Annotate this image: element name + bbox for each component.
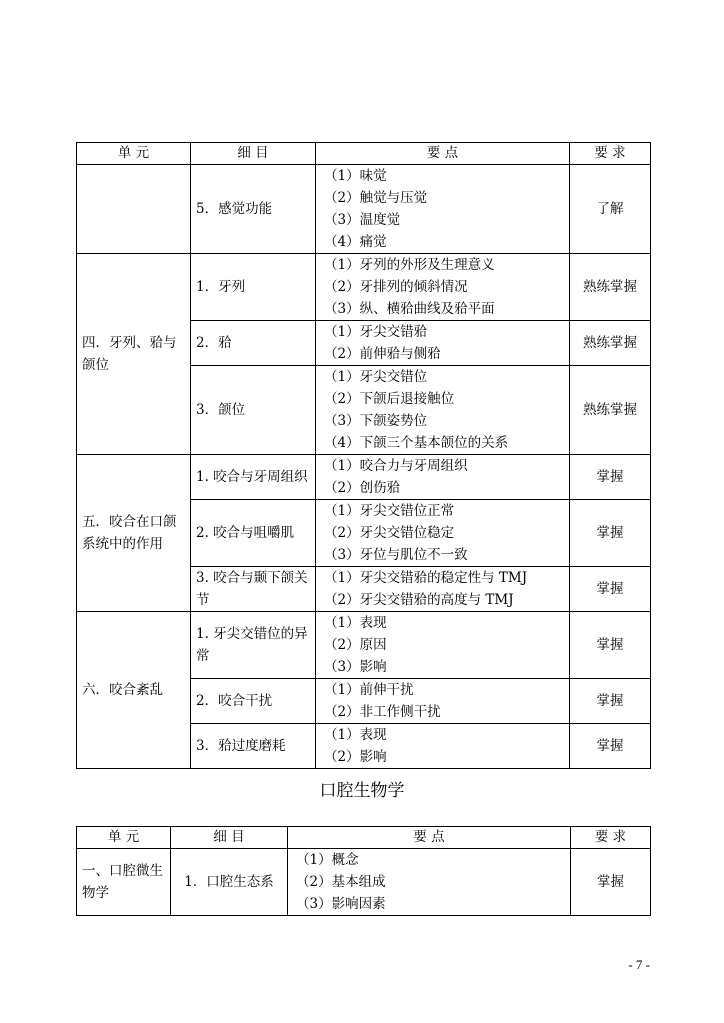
syllabus-table-1	[76, 142, 651, 769]
points-cell	[316, 254, 570, 321]
points-cell	[316, 366, 570, 455]
item-cell: 2．咬合干扰	[191, 679, 316, 724]
point-text: （2）牙排列的倾斜情况	[324, 279, 468, 295]
point-text: （1）牙尖交错𬌗的稳定性与 TMJ	[324, 570, 528, 586]
requirement-cell: 掌握	[571, 849, 651, 916]
syllabus-table-2	[76, 826, 651, 916]
point-text: （4）下颌三个基本颌位的关系	[324, 435, 509, 451]
header-requirement: 要 求	[571, 827, 651, 849]
requirement-cell: 掌握	[570, 724, 651, 769]
points-cell	[316, 321, 570, 366]
item-cell: 2．𬌗	[191, 321, 316, 366]
point-text: （2）牙尖交错位稳定	[324, 525, 455, 541]
requirement-cell: 熟练掌握	[570, 366, 651, 455]
table-row	[77, 165, 651, 254]
point-text: （1）味觉	[324, 168, 387, 184]
point-text: （2）触觉与压觉	[324, 190, 428, 206]
points-cell	[316, 500, 570, 567]
point-text: （1）牙尖交错𬌗	[324, 324, 428, 340]
requirement-cell: 熟练掌握	[570, 321, 651, 366]
unit-cell: 六．咬合紊乱	[77, 612, 191, 769]
point-text: （2）下颌后退接触位	[324, 391, 455, 407]
point-text: （3）温度觉	[324, 212, 401, 228]
table-row	[77, 849, 651, 916]
requirement-cell: 了解	[570, 165, 651, 254]
header-item: 细 目	[171, 827, 288, 849]
item-cell: 1．牙列	[191, 254, 316, 321]
table-header-row	[77, 827, 651, 849]
item-cell: 5．感觉功能	[191, 165, 316, 254]
item-cell: 2. 咬合与咀嚼肌	[191, 500, 316, 567]
header-unit: 单 元	[77, 143, 191, 165]
table-row	[77, 455, 651, 500]
point-text: （4）痛觉	[324, 234, 387, 250]
points-cell	[316, 567, 570, 612]
unit-cell: 五．咬合在口颌系统中的作用	[77, 455, 191, 612]
header-points: 要 点	[316, 143, 570, 165]
point-text: （3）牙位与肌位不一致	[324, 547, 468, 563]
point-text: （2）原因	[324, 637, 387, 653]
point-text: （2）非工作侧干扰	[324, 704, 441, 720]
point-text: （2）创伤𬌗	[324, 480, 401, 496]
unit-cell: 四．牙列、𬌗与颌位	[77, 254, 191, 455]
point-text: （3）纵、横𬌗曲线及𬌗平面	[324, 301, 495, 317]
points-cell	[316, 165, 570, 254]
point-text: （3）影响	[324, 659, 387, 675]
point-text: （1）概念	[296, 852, 359, 868]
page-number: - 7 -	[628, 957, 650, 972]
requirement-cell: 掌握	[570, 612, 651, 679]
item-cell: 1. 牙尖交错位的异常	[191, 612, 316, 679]
point-text: （1）咬合力与牙周组织	[324, 458, 468, 474]
requirement-cell: 掌握	[570, 500, 651, 567]
point-text: （2）影响	[324, 749, 387, 765]
unit-cell	[77, 165, 191, 254]
points-cell	[316, 455, 570, 500]
unit-cell: 一、口腔微生物学	[77, 849, 171, 916]
item-cell: 1. 咬合与牙周组织	[191, 455, 316, 500]
points-cell	[316, 612, 570, 679]
points-cell	[316, 679, 570, 724]
table-header-row	[77, 143, 651, 165]
point-text: （3）下颌姿势位	[324, 413, 428, 429]
point-text: （1）牙尖交错位	[324, 369, 428, 385]
point-text: （3）影响因素	[296, 896, 386, 912]
section-title: 口腔生物学	[319, 781, 405, 801]
requirement-cell: 熟练掌握	[570, 254, 651, 321]
point-text: （1）表现	[324, 727, 387, 743]
point-text: （2）前伸𬌗与侧𬌗	[324, 346, 441, 362]
header-item: 细 目	[191, 143, 316, 165]
point-text: （2）基本组成	[296, 874, 386, 890]
points-cell	[288, 849, 571, 916]
item-cell: 1．口腔生态系	[171, 849, 288, 916]
requirement-cell: 掌握	[570, 567, 651, 612]
requirement-cell: 掌握	[570, 455, 651, 500]
point-text: （1）牙列的外形及生理意义	[324, 257, 495, 273]
header-requirement: 要 求	[570, 143, 651, 165]
point-text: （1）前伸干扰	[324, 682, 414, 698]
point-text: （1）表现	[324, 615, 387, 631]
item-cell: 3．𬌗过度磨耗	[191, 724, 316, 769]
points-cell	[316, 724, 570, 769]
point-text: （1）牙尖交错位正常	[324, 503, 455, 519]
point-text: （2）牙尖交错𬌗的高度与 TMJ	[324, 592, 514, 608]
item-cell: 3．颌位	[191, 366, 316, 455]
item-cell: 3. 咬合与颞下颌关节	[191, 567, 316, 612]
header-unit: 单 元	[77, 827, 171, 849]
table-row	[77, 612, 651, 679]
header-points: 要 点	[288, 827, 571, 849]
table-row	[77, 254, 651, 321]
requirement-cell: 掌握	[570, 679, 651, 724]
